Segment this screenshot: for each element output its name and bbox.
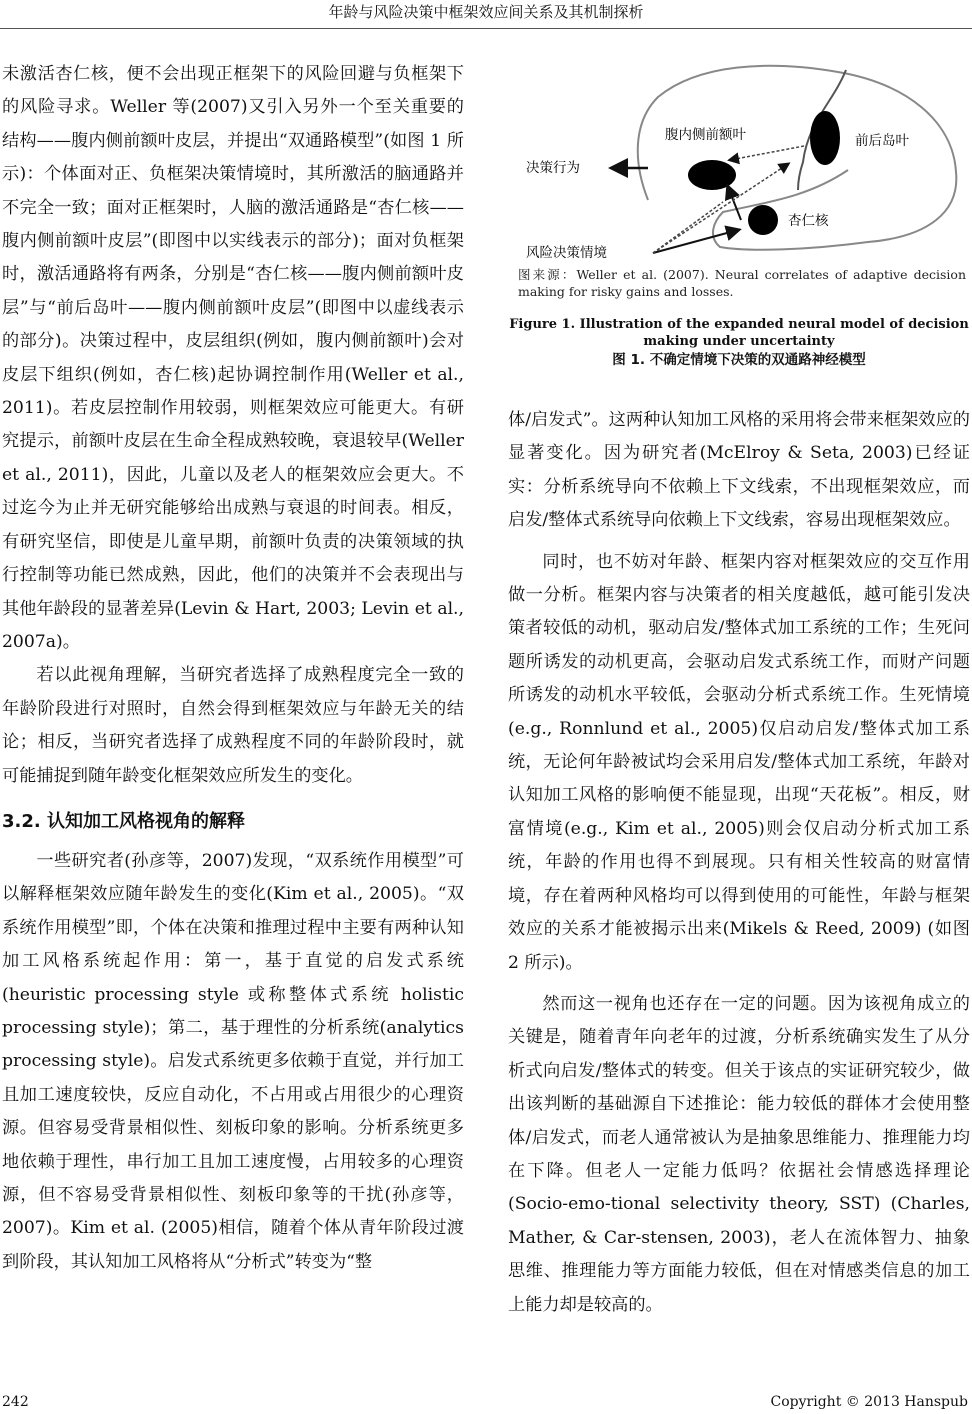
amygdala-region xyxy=(748,205,778,235)
paragraph: 若以此视角理解，当研究者选择了成熟程度完全一致的年龄阶段进行对照时，自然会得到框架效应与年龄无关的结论；相反，当研究者选择了成熟程度不同的年龄阶段时，就可能捕捉到随年龄变化框架效应所发生的变化。 xyxy=(2,665,464,786)
label-context: 风险决策情境 xyxy=(526,245,607,261)
right-column xyxy=(508,404,970,1322)
label-behavior: 决策行为 xyxy=(526,160,580,176)
header-divider xyxy=(0,28,972,29)
left-column xyxy=(2,58,464,1279)
paragraph: 一些研究者(孙彦等，2007)发现，“双系统作用模型”可以解释框架效应随年龄发生的变化(Kim et al., 2005)。“双系统作用模型”即，个体在决策和推理过程中主要有两种认知加工风格系统起作用：第一，基于直觉的启发式系统(heuristic processing style 或称整体式系统 holistic processing style)；第二，基于理性的分析系统(analytics processing style)。启发式系统更多依赖于直觉，并行加工且加工速度较快，反应自动化，不占用或占用很少的心理资源。但容易受背景相似性、刻板印象的影响。分析系统更多地依赖于理性，串行加工且加工速度慢，占用较多的心理资源，但不容易受背景相似性、刻板印象等的干扰(孙彦等，2007)。Kim et al. (2005)相信，随着个体从青年阶段过渡到阶段，其认知加工风格将从“分析式”转变为“整 xyxy=(2,850,464,1272)
paragraph: 未激活杏仁核，便不会出现正框架下的风险回避与负框架下的风险寻求。Weller 等(2007)又引入另外一个至关重要的结构——腹内侧前额叶皮层，并提出“双通路模型”(如图 1 所示)：个体面对正、负框架决策情境时，其所激活的脑通路并不完全一致；面对正框架时，人脑的激活通路是“杏仁核——腹内侧前额叶皮层”(即图中以实线表示的部分)；面对负框架时，激活通路将有两条，分别是“杏仁核——腹内侧前额叶皮层”与“前后岛叶——腹内侧前额叶皮层”(即图中以虚线表示的部分)。决策过程中，皮层组织(例如，腹内侧前额叶)会对皮层下组织(例如，杏仁核)起协调控制作用(Weller et al., 2011)。若皮层控制作用较弱，则框架效应可能更大。有研究提示，前额叶皮层在生命全程成熟较晚，衰退较早(Weller et al., 2011)，因此，儿童以及老人的框架效应会更大。不过迄今为止并无研究能够给出成熟与衰退的时间表。相反，有研究坚信，即使是儿童早期，前额叶负责的决策领域的执行控制等功能已然成熟，因此，他们的决策并不会表现出与其他年龄段的显著差异(Levin & Hart, 2003; Levin et al., 2007a)。 xyxy=(2,64,464,652)
vmpfc-region xyxy=(688,160,736,190)
figure-1 xyxy=(508,62,970,370)
copyright: Copyright © 2013 Hanspub xyxy=(770,1394,968,1410)
insula-region xyxy=(810,111,840,165)
label-amygdala: 杏仁核 xyxy=(788,213,829,229)
paragraph: 体/启发式”。这两种认知加工风格的采用将会带来框架效应的显著变化。因为研究者(McElroy & Seta, 2003)已经证实：分析系统导向不依赖上下文线索，不出现框架效应，而启发/整体式系统导向依赖上下文线索，容易出现框架效应。 xyxy=(508,410,970,531)
page-number: 242 xyxy=(2,1394,29,1410)
label-vmpfc: 腹内侧前额叶 xyxy=(665,127,746,143)
figure-source: 图来源：Weller et al. (2007). Neural correlates of adaptive decision making for risky gains and losses. xyxy=(518,267,966,299)
section-heading: 3.2. 认知加工风格视角的解释 xyxy=(2,810,245,832)
label-insula: 前后岛叶 xyxy=(855,133,909,149)
figure-caption-en: Figure 1. Illustration of the expanded neural model of decision making under uncertainty xyxy=(509,317,969,349)
neural-model-diagram xyxy=(508,62,970,262)
figure-caption-zh: 图 1. 不确定情境下决策的双通路神经模型 xyxy=(612,352,866,368)
paragraph: 然而这一视角也还存在一定的问题。因为该视角成立的关键是，随着青年向老年的过渡，分析系统确实发生了从分析式向启发/整体式的转变。但关于该点的实证研究较少，做出该判断的基础源自下述推论：能力较低的群体才会使用整体/启发式，而老人通常被认为是抽象思维能力、推理能力均在下降。但老人一定能力低吗？依据社会情感选择理论(Socio-emo-tional selectivity theory, SST) (Charles, Mather, & Car-stensen, 2003)，老人在流体智力、抽象思维、推理能力等方面能力较低，但在对情感类信息的加工上能力却是较高的。 xyxy=(508,993,970,1315)
running-header: 年龄与风险决策中框架效应间关系及其机制探析 xyxy=(328,3,644,21)
paragraph: 同时，也不妨对年龄、框架内容对框架效应的交互作用做一分析。框架内容与决策者的相关度越低，越可能引发决策者较低的动机，驱动启发/整体式加工系统的工作；生死问题所诱发的动机更高，会驱动启发式系统工作，而财产问题所诱发的动机水平较低，会驱动分析式系统工作。生死情境(e.g., Ronnlund et al., 2005)仅启动启发/整体式加工系统，无论何年龄被试均会采用启发/整体式加工系统，年龄对认知加工风格的影响便不能显现，出现“天花板”。相反，财富情境(e.g., Kim et al., 2005)则会仅启动分析式加工系统，年龄的作用也得不到展现。只有相关性较高的财富情境，存在着两种风格均可以得到使用的可能性，年龄与框架效应的关系才能被揭示出来(Mikels & Reed, 2009) (如图 2 所示)。 xyxy=(508,551,970,973)
